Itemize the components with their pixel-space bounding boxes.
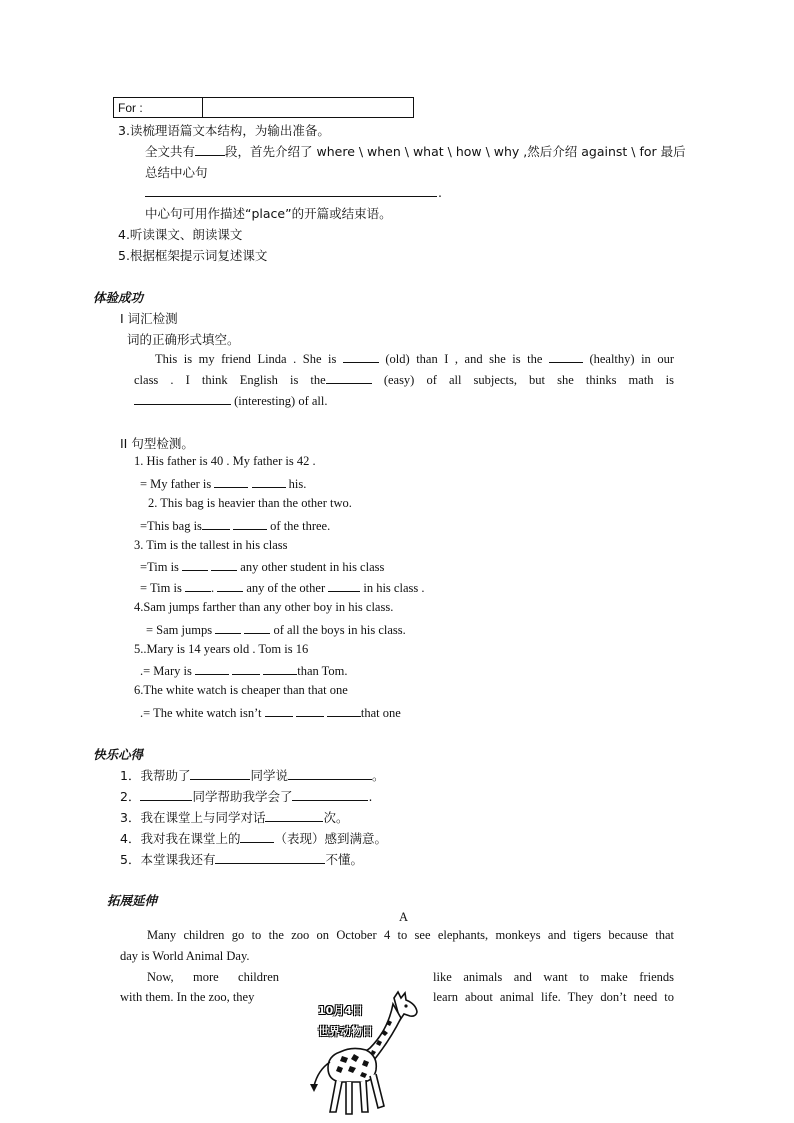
s6a: 6.The white watch is cheaper than that one [134, 683, 348, 697]
for-blank-cell [203, 98, 414, 118]
for-table [113, 97, 414, 118]
step4: 4.听读课文、朗读课文 [118, 227, 243, 242]
paragraph-count-blank [195, 143, 225, 156]
blank-old [343, 350, 379, 363]
step3-line2: 总结中心句 [145, 165, 208, 180]
central-sentence-blank [145, 183, 437, 197]
vocab-instruction: 词的正确形式填空。 [127, 332, 240, 347]
vocab-title: I 词汇检测 [120, 311, 178, 326]
s3a: 3. Tim is the tallest in his class [134, 538, 288, 552]
step5: 5.根据框架提示词复述课文 [118, 248, 268, 263]
vocab-line2: class . I think English is the (easy) of all subjects, but she thinks math is [134, 373, 674, 387]
vocab-line3: (interesting) of all. [134, 392, 328, 409]
for-label-cell: For : [114, 98, 203, 118]
s2a: 2. This bag is heavier than the other two. [148, 496, 352, 510]
happy-item-1: 1．我帮助了 同学说 。 [120, 768, 385, 783]
happy-item-4: 4．我对我在课堂上的 （表现）感到满意。 [120, 831, 387, 846]
passage-p1-line2: day is World Animal Day. [120, 949, 250, 963]
happy-item-2: 2． 同学帮助我学会了 . [120, 789, 373, 804]
passage-p1-line1: Many children go to the zoo on October 4 to see elephants, monkeys and tigers because that [147, 928, 674, 942]
happy-item-3: 3．我在课堂上与同学对话 次。 [120, 810, 349, 825]
step3-line1: 全文共有 段，首先介绍了 where \ when \ what \ how \ why ,然后介绍 against \ for 最后 [145, 144, 686, 159]
happy-item-5: 5．本堂课我还有 不懂。 [120, 852, 363, 867]
experience-heading: 体验成功 [93, 290, 144, 305]
s4a: 4.Sam jumps farther than any other boy in his class. [134, 600, 394, 614]
happy-heading: 快乐心得 [93, 747, 144, 762]
s4b: = Sam jumps of all the boys in his class. [146, 623, 406, 637]
image-date-text: 10月4日 [318, 1004, 363, 1017]
s6b: .= The white watch isn’t that one [140, 706, 401, 720]
passage-p2-line1-left: Now, more children [147, 970, 279, 984]
image-title-text: 世界动物日 [318, 1025, 373, 1038]
blank-easy [326, 371, 372, 384]
s1b: = My father is his. [140, 477, 307, 491]
extend-heading: 拓展延伸 [107, 893, 158, 908]
blank-interesting [134, 392, 231, 405]
s2b: =This bag is of the three. [140, 519, 331, 533]
giraffe-illustration [300, 990, 430, 1118]
giraffe-icon [300, 990, 430, 1118]
passage-p2-line1-right: like animals and want to make friends [433, 970, 674, 984]
s1a: 1. His father is 40 . My father is 42 . [134, 454, 316, 468]
s3b: =Tim is any other student in his class [140, 560, 385, 574]
s3c: = Tim is . any of the other in his class . [140, 581, 425, 595]
step3-line4: 中心句可用作描述“place”的开篇或结束语。 [145, 206, 392, 221]
passage-p2-line2-left: with them. In the zoo, they [120, 990, 255, 1004]
s5a: 5..Mary is 14 years old . Tom is 16 [134, 642, 309, 656]
vocab-line1: This is my friend Linda . She is (old) than I , and she is the (healthy) in our [155, 352, 674, 366]
blank-healthy [549, 350, 583, 363]
passage-p2-line2-right: learn about animal life. They don’t need to [433, 990, 674, 1004]
blank-period: . [438, 185, 442, 200]
passage-letter: A [399, 910, 409, 924]
s5b: .= Mary is than Tom. [140, 664, 348, 678]
sentence-title: II 句型检测。 [120, 436, 194, 451]
step3-title: 3.读梳理语篇文本结构，为输出准备。 [118, 123, 330, 138]
